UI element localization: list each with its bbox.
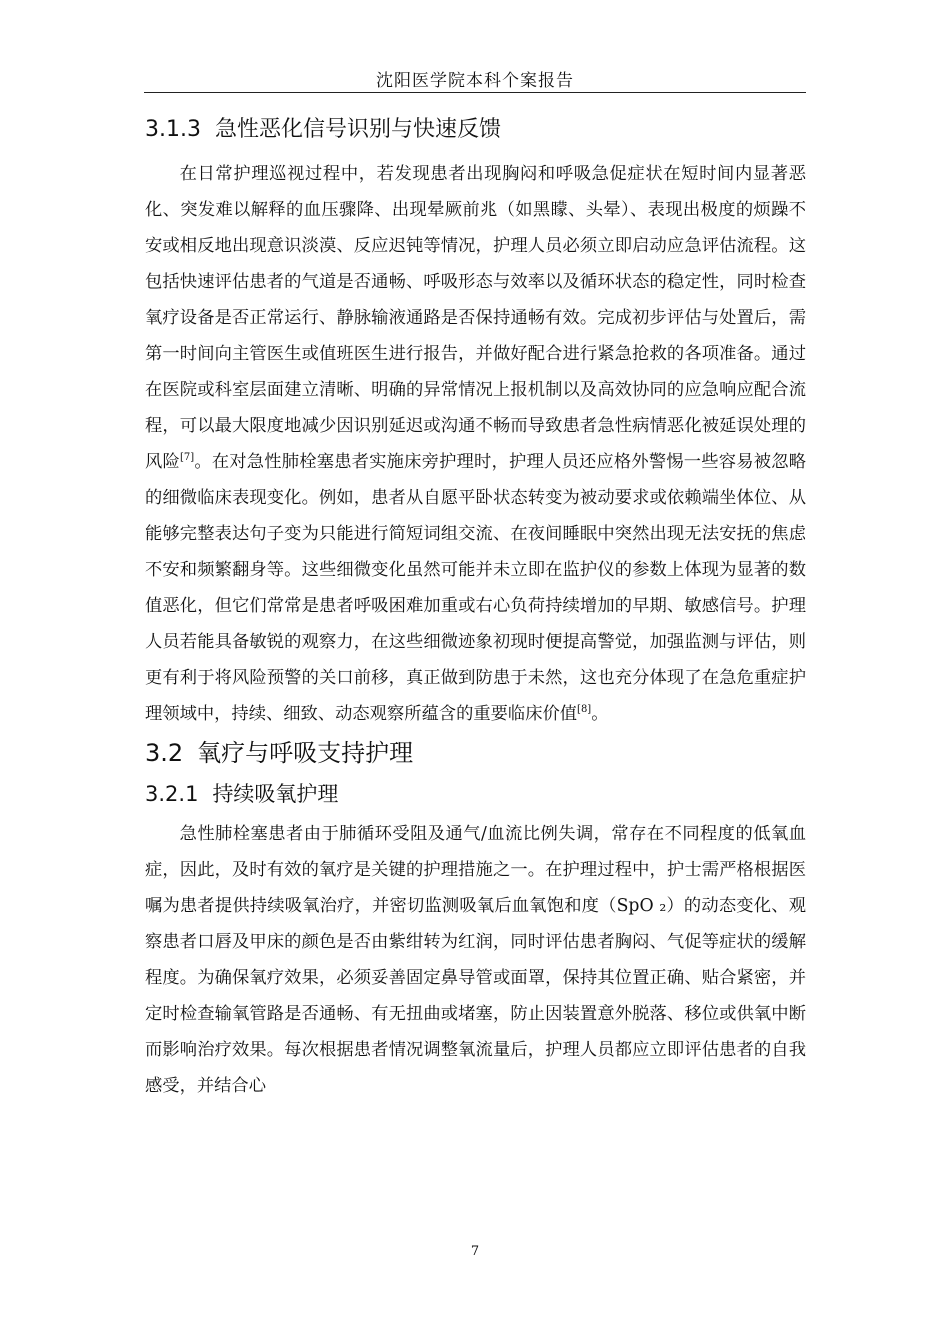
page-number: 7: [470, 1244, 480, 1259]
running-header: 沈阳医学院本科个案报告: [376, 71, 574, 91]
paragraph-text: 。在对急性肺栓塞患者实施床旁护理时，护理人员还应格外警惕一些容易被忽略的细微临床表现变化。例如，患者从自愿平卧状态转变为被动要求或依赖端坐体位、从能够完整表达句子变为只能进行简短词组交流、在夜间睡眠中突然出现无法安抚的焦虑不安和频繁翻身等。这些细微变化虽然可能并未立即在监护仪的参数上体现为显著的数值恶化，但它们常常是患者呼吸困难加重或右心负荷持续增加的早期、敏感信号。护理人员若能具备敏锐的观察力，在这些细微迹象初现时便提高警觉，加强监测与评估，则更有利于将风险预警的关口前移，真正做到防患于未然，这也充分体现了在急危重症护理领域中，持续、细致、动态观察所蕴含的重要临床价值: [145, 452, 806, 724]
section-title: 持续吸氧护理: [212, 782, 339, 806]
section-number: 3.2.1: [145, 782, 199, 806]
section-title: 急性恶化信号识别与快速反馈: [214, 117, 501, 142]
section-number: 3.2: [145, 739, 184, 767]
page-content: [145, 108, 806, 1104]
section-heading-3-2: [145, 732, 806, 774]
section-heading-3-1-3: [145, 108, 806, 152]
paragraph-text: 在日常护理巡视过程中，若发现患者出现胸闷和呼吸急促症状在短时间内显著恶化、突发难以解释的血压骤降、出现晕厥前兆（如黑矇、头晕）、表现出极度的烦躁不安或相反地出现意识淡漠、反应迟钝等情况，护理人员必须立即启动应急评估流程。这包括快速评估患者的气道是否通畅、呼吸形态与效率以及循环状态的稳定性，同时检查氧疗设备是否正常运行、静脉输液通路是否保持通畅有效。完成初步评估与处置后，需第一时间向主管医生或值班医生进行报告，并做好配合进行紧急抢救的各项准备。通过在医院或科室层面建立清晰、明确的异常情况上报机制以及高效协同的应急响应配合流程，可以最大限度地减少因识别延迟或沟通不畅而导致患者急性病情恶化被延误处理的风险: [145, 164, 806, 472]
paragraph-3-2-1: 急性肺栓塞患者由于肺循环受阻及通气/血流比例失调，常存在不同程度的低氧血症，因此，及时有效的氧疗是关键的护理措施之一。在护理过程中，护士需严格根据医嘱为患者提供持续吸氧治疗，并密切监测吸氧后血氧饱和度（SpO ₂）的动态变化、观察患者口唇及甲床的颜色是否由紫绀转为红润，同时评估患者胸闷、气促等症状的缓解程度。为确保氧疗效果，必须妥善固定鼻导管或面罩，保持其位置正确、贴合紧密，并定时检查输氧管路是否通畅、有无扭曲或堵塞，防止因装置意外脱落、移位或供氧中断而影响治疗效果。每次根据患者情况调整氧流量后，护理人员都应立即评估患者的自我感受，并结合心: [145, 824, 806, 1096]
section-number: 3.1.3: [145, 117, 201, 142]
citation-7: [7]: [179, 452, 195, 463]
header-rule: [144, 92, 806, 93]
citation-8: [8]: [577, 704, 592, 715]
paragraph-3-1-3: [145, 156, 806, 732]
section-title: 氧疗与呼吸支持护理: [197, 739, 414, 767]
paragraph-text: 。: [591, 704, 609, 724]
section-heading-3-2-1: [145, 774, 806, 814]
